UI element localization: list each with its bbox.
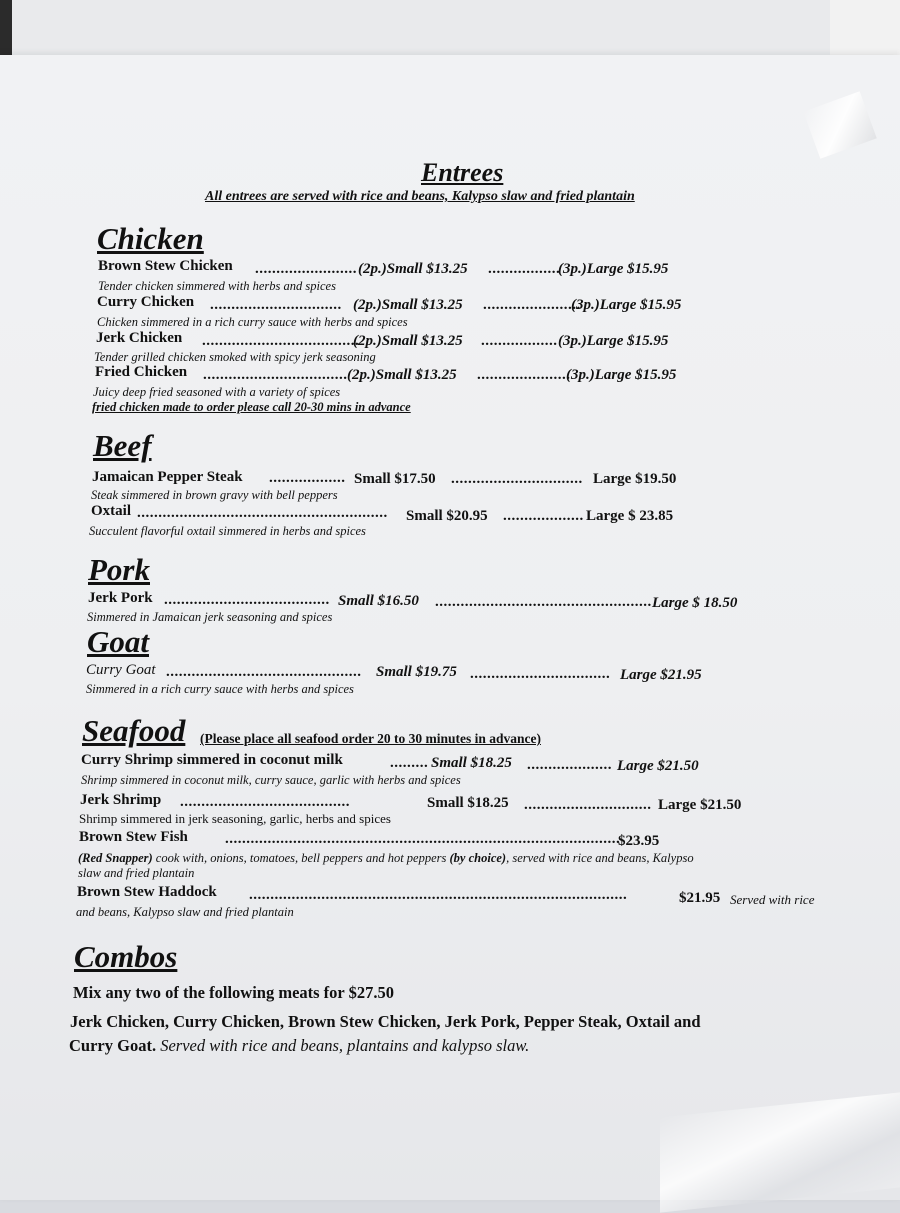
leader-dots: ........................ [255,261,357,277]
menu-item-name: Brown Stew Haddock [77,884,217,900]
menu-item-name: Oxtail [91,503,131,519]
menu-item-large-price: Large $ 18.50 [652,595,738,611]
menu-item-name: Brown Stew Chicken [98,258,233,274]
order-ahead-note: fried chicken made to order please call 20-30 mins in advance [92,400,411,414]
section-heading-seafood: Seafood [82,713,186,748]
menu-item-large-price: Large $19.50 [593,471,677,487]
leader-dots: ................. [488,261,561,277]
menu-item-small-price: Small $16.50 [338,593,419,609]
menu-item-name: Curry Shrimp simmered in coconut milk [81,752,343,768]
section-heading-beef: Beef [93,428,152,463]
leader-dots: ........................................ [180,794,350,810]
background-surface [0,0,900,60]
menu-item-large-price: (3p.)Large $15.95 [558,333,669,349]
menu-item-name: Brown Stew Fish [79,829,188,845]
section-heading-pork: Pork [88,552,150,587]
menu-item-description: Tender chicken simmered with herbs and spices [98,279,336,293]
leader-dots: .............................. [524,797,652,813]
menu-item-price: $21.95 [679,890,721,906]
menu-item-large-price: Large $ 23.85 [586,508,674,524]
leader-dots: ........................................................... [137,505,388,521]
combo-meat-list: Jerk Chicken, Curry Chicken, Brown Stew Chicken, Jerk Pork, Pepper Steak, Oxtail and [70,1012,701,1031]
menu-item-description: and beans, Kalypso slaw and fried plantain [76,905,294,919]
section-heading-goat: Goat [87,624,149,659]
menu-item-large-price: (3p.)Large $15.95 [571,297,682,313]
leader-dots: ................... [503,508,584,524]
menu-item-small-price: Small $18.25 [431,755,512,771]
menu-item-price: $23.95 [618,833,660,849]
menu-item-name: Curry Chicken [97,294,195,310]
page-title: Entrees [421,158,504,187]
menu-item-name: Jerk Shrimp [80,792,162,808]
menu-item-description: Simmered in a rich curry sauce with herbs and spices [86,682,354,696]
menu-item-price-note: Served with rice [730,892,815,907]
menu-item-name: Jamaican Pepper Steak [92,469,243,485]
menu-item-name: Jerk Pork [88,590,153,606]
leader-dots: ....................... [483,297,581,313]
leader-dots: ............................... [210,297,342,313]
seafood-advance-note: (Please place all seafood order 20 to 30 minutes in advance) [200,731,541,746]
leader-dots: ..................................... [202,333,360,349]
menu-item-small-price: Small $18.25 [427,795,509,811]
section-heading-combos: Combos [74,939,178,974]
menu-item-large-price: Large $21.50 [617,758,699,774]
menu-item-large-price: (3p.)Large $15.95 [558,261,669,277]
leader-dots: ............................................................................................. [225,831,621,847]
leader-dots: ................................................... [435,594,652,610]
leader-dots: ......................................................................................... [249,887,628,903]
menu-item-description-cont: slaw and fried plantain [78,866,195,880]
menu-item-description: Juicy deep fried seasoned with a variety of spices [93,385,341,399]
menu-item-large-price: (3p.)Large $15.95 [566,367,677,383]
leader-dots: ....................................... [164,592,330,608]
menu-item-small-price: (2p.)Small $13.25 [353,333,463,349]
menu-item-large-price: Large $21.95 [620,667,702,683]
menu-item-description: Steak simmered in brown gravy with bell peppers [91,488,338,502]
combo-meat-list-cont: Curry Goat. Served with rice and beans, plantains and kalypso slaw. [69,1036,530,1055]
combo-offer: Mix any two of the following meats for $27.50 [73,983,394,1002]
leader-dots: ...................... [477,367,571,383]
menu-item-description: Tender grilled chicken smoked with spicy jerk seasoning [94,350,376,364]
menu-item-small-price: Small $19.75 [376,664,457,680]
menu-item-name: Fried Chicken [95,364,188,380]
menu-item-description: Chicken simmered in a rich curry sauce with herbs and spices [97,315,408,329]
section-heading-chicken: Chicken [97,221,204,256]
menu-item-small-price: (2p.)Small $13.25 [358,261,468,277]
leader-dots: .................. [269,470,346,486]
menu-item-description: Simmered in Jamaican jerk seasoning and spices [87,610,333,624]
leader-dots: .................... [527,757,612,773]
leader-dots: .................................. [203,367,348,383]
leader-dots: .................. [481,333,558,349]
leader-dots: ................................. [470,666,611,682]
menu-item-small-price: Small $20.95 [406,508,488,524]
menu-item-description: Shrimp simmered in coconut milk, curry sauce, garlic with herbs and spices [81,773,461,787]
menu-item-description: (Red Snapper) cook with, onions, tomatoes, bell peppers and hot peppers (by choice), served with rice and beans, Kalypso [78,851,694,865]
page-subtitle: All entrees are served with rice and beans, Kalypso slaw and fried plantain [205,189,635,204]
menu-item-description: Succulent flavorful oxtail simmered in herbs and spices [89,524,366,538]
leader-dots: .............................................. [166,664,362,680]
menu-item-small-price: (2p.)Small $13.25 [347,367,457,383]
menu-item-small-price: (2p.)Small $13.25 [353,297,463,313]
menu-item-name: Curry Goat [86,662,156,678]
leader-dots: ......... [390,755,429,771]
leader-dots: ............................... [451,471,583,487]
menu-item-large-price: Large $21.50 [658,797,742,813]
menu-item-name: Jerk Chicken [96,330,183,346]
menu-item-description: Shrimp simmered in jerk seasoning, garlic, herbs and spices [79,811,391,826]
background-edge [0,0,12,55]
menu-item-small-price: Small $17.50 [354,471,436,487]
